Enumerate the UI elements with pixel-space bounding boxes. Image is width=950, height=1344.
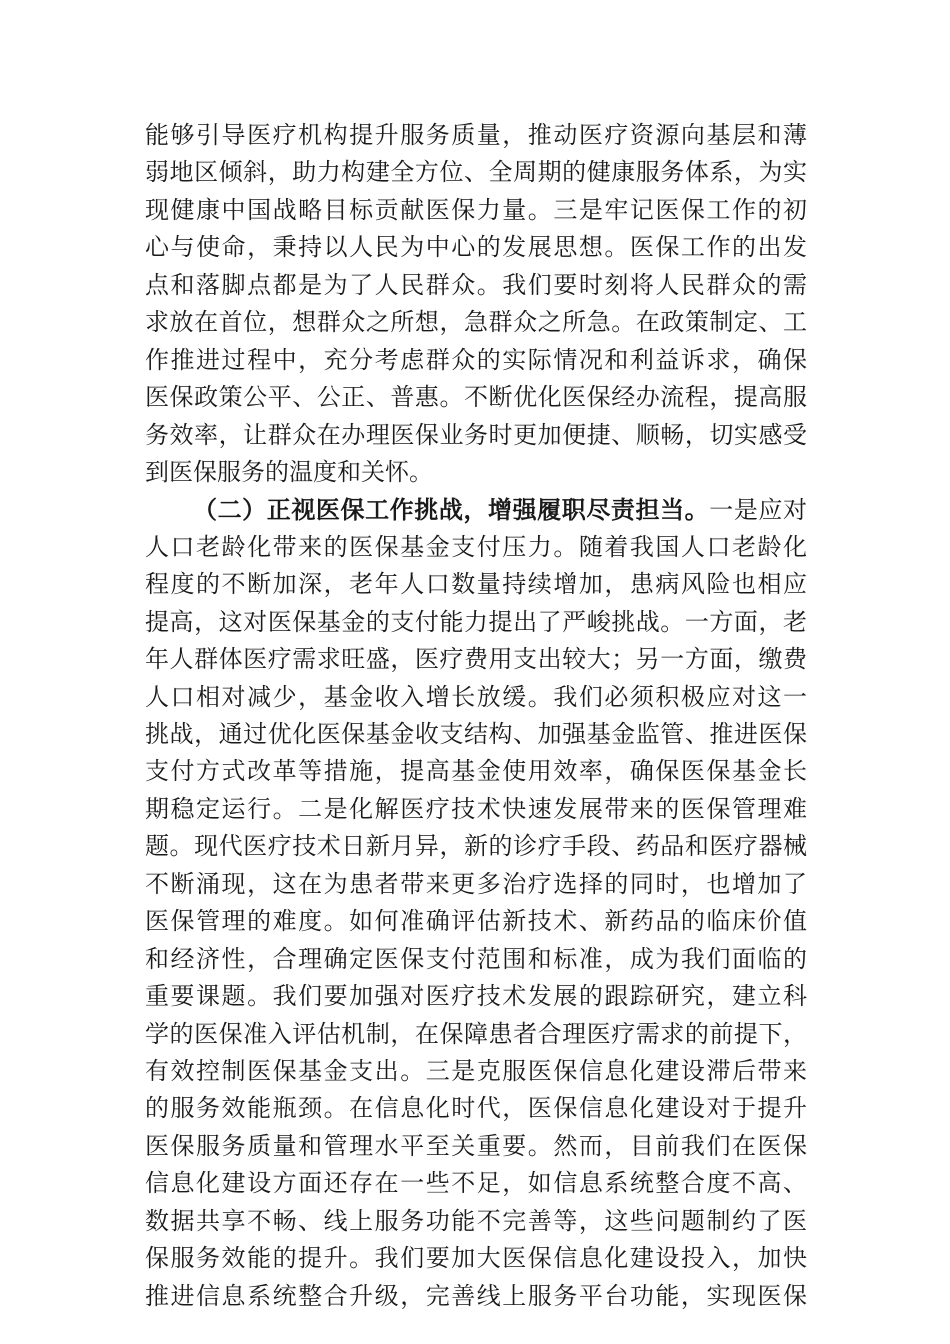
text-line: 医保服务质量和管理水平至关重要。然而，目前我们在医保 [145,1131,807,1160]
text-line: 数据共享不畅、线上服务功能不完善等，这些问题制约了医 [145,1206,807,1235]
text-line: 能够引导医疗机构提升服务质量，推动医疗资源向基层和薄 [145,121,807,149]
document-body [145,117,807,1315]
text-line: 务效率，让群众在办理医保业务时更加便捷、顺畅，切实感受 [145,420,807,449]
text-line: 年人群体医疗需求旺盛，医疗费用支出较大；另一方面，缴费 [145,645,807,674]
text-line: 保服务效能的提升。我们要加大医保信息化建设投入，加快 [145,1244,807,1273]
text-line: 心与使命，秉持以人民为中心的发展思想。医保工作的出发 [145,233,807,262]
text-line: 学的医保准入评估机制，在保障患者合理医疗需求的前提下， [145,1019,807,1048]
text-line: 推进信息系统整合升级，完善线上服务平台功能，实现医保 [145,1281,807,1310]
text-line: 期稳定运行。二是化解医疗技术快速发展带来的医保管理难 [145,794,807,823]
text-line: 点和落脚点都是为了人民群众。我们要时刻将人民群众的需 [145,270,807,299]
text-line: 有效控制医保基金支出。三是克服医保信息化建设滞后带来 [145,1056,807,1085]
text-line: 医保管理的难度。如何准确评估新技术、新药品的临床价值 [145,907,807,936]
text-line: 人口老龄化带来的医保基金支付压力。随着我国人口老龄化 [145,532,807,561]
section-heading: （二）正视医保工作挑战，增强履职尽责担当。 [193,495,710,525]
text-line: 现健康中国战略目标贡献医保力量。三是牢记医保工作的初 [145,195,807,224]
text-line: 到医保服务的温度和关怀。 [145,457,433,486]
text-line: 的服务效能瓶颈。在信息化时代，医保信息化建设对于提升 [145,1094,807,1123]
paragraph-2 [145,491,807,1315]
text-line: 人口相对减少，基金收入增长放缓。我们必须积极应对这一 [145,682,807,711]
text-line: 程度的不断加深，老年人口数量持续增加，患病风险也相应 [145,570,807,599]
paragraph-first-line [145,491,807,528]
text-line: 和经济性，合理确定医保支付范围和标准，成为我们面临的 [145,944,807,973]
text-line: 支付方式改革等措施，提高基金使用效率，确保医保基金长 [145,757,807,786]
text-line: 题。现代医疗技术日新月异，新的诊疗手段、药品和医疗器械 [145,832,807,861]
text-line: 提高，这对医保基金的支付能力提出了严峻挑战。一方面，老 [145,607,807,636]
text-line: 不断涌现，这在为患者带来更多治疗选择的同时，也增加了 [145,869,807,898]
text-line: 挑战，通过优化医保基金收支结构、加强基金监管、推进医保 [145,720,807,748]
text-line: 作推进过程中，充分考虑群众的实际情况和利益诉求，确保 [145,345,807,374]
text-span: 一是应对 [709,496,807,525]
paragraph-1 [145,117,807,491]
text-line: 信息化建设方面还存在一些不足，如信息系统整合度不高、 [145,1169,807,1198]
text-line: 弱地区倾斜，助力构建全方位、全周期的健康服务体系，为实 [145,158,807,187]
text-line: 医保政策公平、公正、普惠。不断优化医保经办流程，提高服 [145,383,807,412]
text-line: 重要课题。我们要加强对医疗技术发展的跟踪研究，建立科 [145,982,807,1011]
text-line: 求放在首位，想群众之所想，急群众之所急。在政策制定、工 [145,308,807,337]
